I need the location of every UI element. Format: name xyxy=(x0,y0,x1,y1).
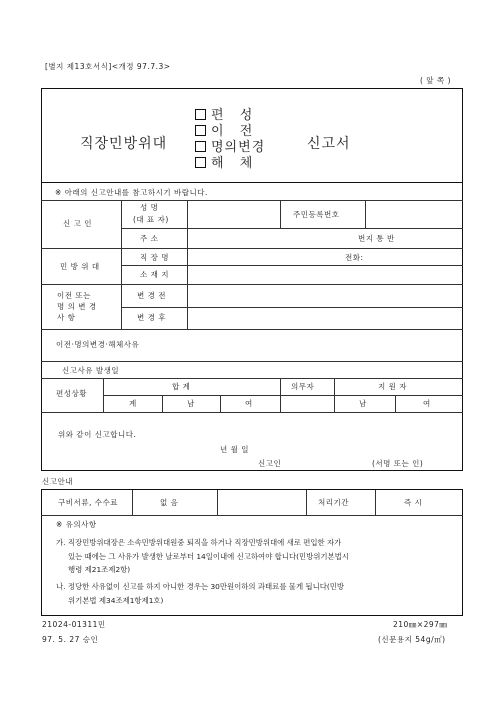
divider xyxy=(103,395,463,396)
title-right: 신고서 xyxy=(307,136,351,152)
divider xyxy=(220,395,221,412)
sign-note: (서명 또는 인) xyxy=(372,459,424,468)
divider xyxy=(375,490,376,515)
location-field[interactable] xyxy=(189,267,461,282)
divider xyxy=(306,490,307,515)
option-rename[interactable]: 명의변경 xyxy=(195,141,265,154)
unit-label: 민 방 위 대 xyxy=(60,262,100,271)
docs-fee-label: 구비서류, 수수료 xyxy=(58,498,118,507)
change-label: 이전 또는 명 의 변 경 사 항 xyxy=(57,291,97,322)
declaration-statement: 위와 같이 신고합니다. xyxy=(58,430,137,439)
notes-title: ※ 유의사항 xyxy=(56,520,97,529)
location-label: 소 재 지 xyxy=(140,270,170,279)
divider xyxy=(41,515,463,516)
paper-size: 210㎜×297㎜ xyxy=(393,620,448,629)
divider xyxy=(41,361,463,362)
option-relocate[interactable]: 이 전 xyxy=(195,125,265,138)
approval-date: 97. 5. 27 승인 xyxy=(42,635,99,644)
title-left: 직장민방위대 xyxy=(80,136,168,152)
divider xyxy=(395,395,396,412)
divider xyxy=(41,182,463,183)
divider xyxy=(121,265,463,266)
checkbox-icon[interactable] xyxy=(195,109,206,120)
signer-label: 신고인 xyxy=(258,459,282,468)
workplace-label: 직 장 명 xyxy=(140,253,170,262)
notice-text: ※ 아래의 신고안내를 참고하시기 바랍니다. xyxy=(55,188,208,197)
sub-header-female: 여 xyxy=(245,399,253,408)
sub-header-vol-female: 여 xyxy=(423,399,431,408)
processing-label: 처리기간 xyxy=(318,498,349,507)
sub-header-total: 계 xyxy=(129,399,137,408)
divider xyxy=(41,412,463,413)
phone-label: 전화: xyxy=(345,253,364,262)
volunteer-label: 지 원 자 xyxy=(378,382,408,391)
option-organize[interactable]: 편 성 xyxy=(195,109,265,122)
page-side-label: ( 앞 쪽 ) xyxy=(420,76,451,85)
reporter-label: 신 고 인 xyxy=(63,219,93,228)
checkbox-icon[interactable] xyxy=(195,125,206,136)
occurrence-label: 신고사유 발생일 xyxy=(62,366,120,375)
occurrence-field[interactable] xyxy=(160,363,461,377)
divider xyxy=(280,200,281,228)
divider xyxy=(162,395,163,412)
docs-fee-value: 없 음 xyxy=(160,498,179,507)
workplace-field[interactable] xyxy=(189,250,339,264)
divider xyxy=(41,284,463,285)
note-b: 나. 정당한 사유없이 신고를 하지 아니한 경우는 30만원이하의 과태료를 물게 됩니다(민방 위기본법 제34조제1항제1호) xyxy=(56,582,345,605)
divider xyxy=(41,378,463,379)
after-field[interactable] xyxy=(189,309,461,327)
name-sub-label: (대 표 자) xyxy=(133,215,169,224)
sub-header-vol-male: 남 xyxy=(359,399,367,408)
divider xyxy=(121,228,463,229)
id-number-field[interactable] xyxy=(367,202,461,226)
divider xyxy=(365,200,366,228)
form-number: 21024-01311민 xyxy=(42,620,106,629)
checkbox-icon[interactable] xyxy=(195,157,206,168)
divider xyxy=(121,307,463,308)
divider xyxy=(41,329,463,330)
divider xyxy=(41,248,463,249)
date-line: 년 월 일 xyxy=(220,445,250,454)
address-label: 주 소 xyxy=(140,234,159,243)
signer-field[interactable] xyxy=(290,456,360,468)
id-number-label: 주민등록번호 xyxy=(293,210,340,219)
divider xyxy=(132,490,133,515)
after-label: 변 경 후 xyxy=(137,313,167,322)
paper-type: (신문용지 54g/㎡) xyxy=(378,635,446,644)
sub-header-male: 남 xyxy=(187,399,195,408)
address-suffix: 번지 통 반 xyxy=(358,234,395,243)
guide-title: 신고안내 xyxy=(42,477,73,486)
organization-label: 편성상황 xyxy=(56,389,87,398)
note-a: 가. 직장민방위대장은 소속민방위대원중 퇴직을 하거나 직장민방위대에 새로 편입한 자가 있는 때에는 그 사유가 발생한 날로부터 14일이내에 신고하여야 합니다(민방위기본법시 행령 제21조제2항) xyxy=(56,538,349,574)
mandatory-label: 의무자 xyxy=(291,382,315,391)
address-field[interactable] xyxy=(189,230,354,246)
option-dissolve[interactable]: 해 체 xyxy=(195,157,265,170)
processing-value: 즉 시 xyxy=(404,498,423,507)
checkbox-icon[interactable] xyxy=(195,141,206,152)
reason-field[interactable] xyxy=(180,331,461,359)
divider xyxy=(217,490,218,515)
name-field[interactable] xyxy=(189,202,278,226)
before-field[interactable] xyxy=(189,286,461,305)
total-label: 합 계 xyxy=(172,382,191,391)
divider xyxy=(41,200,463,201)
name-label: 성 명 xyxy=(140,203,159,212)
reason-label: 이전·명의변경·해체사유 xyxy=(56,340,140,349)
title-options xyxy=(195,109,265,170)
form-code: [별지 제13호서식]<개정 97.7.3> xyxy=(45,62,171,71)
before-label: 변 경 전 xyxy=(137,291,167,300)
